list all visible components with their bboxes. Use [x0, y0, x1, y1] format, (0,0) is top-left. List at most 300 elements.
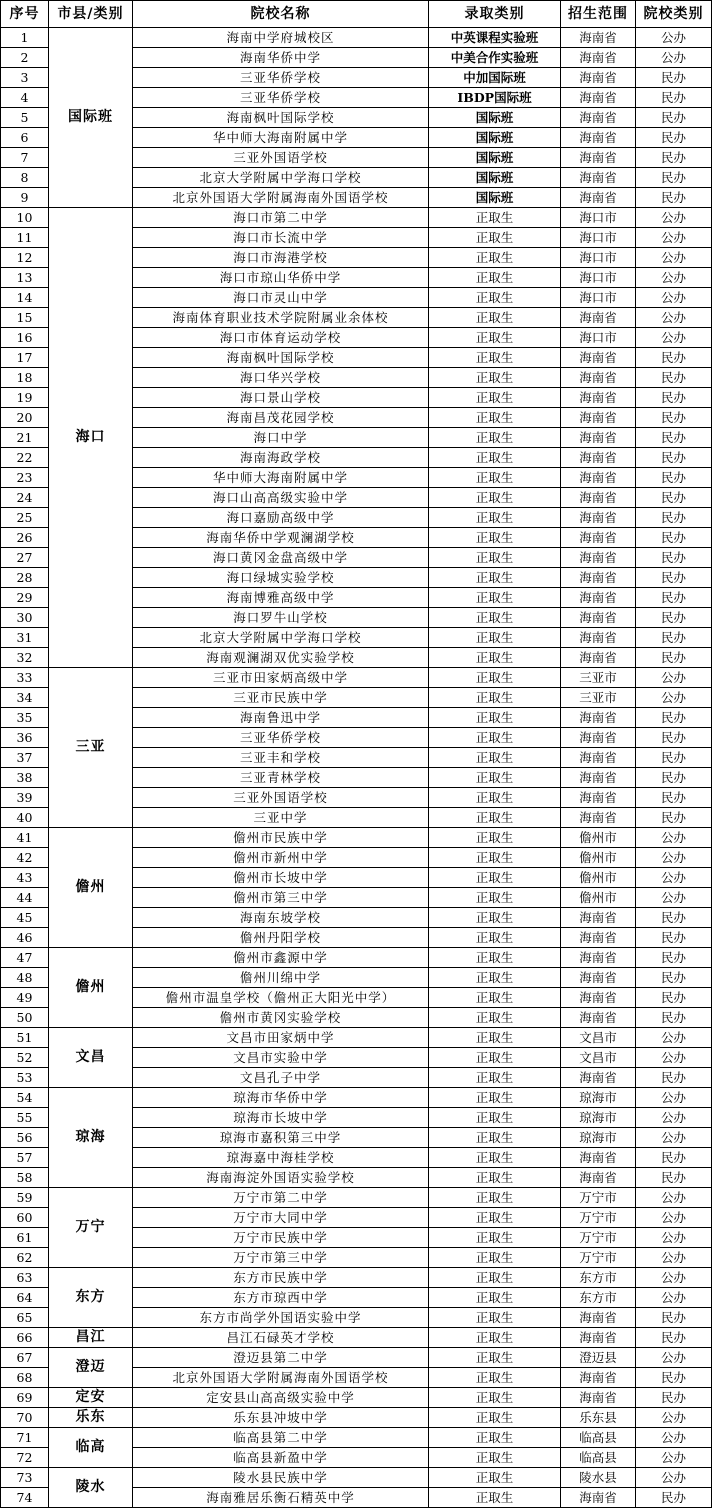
row-index: 16: [1, 328, 49, 348]
school-category: 公办: [636, 688, 712, 708]
school-name: 乐东县冲坡中学: [133, 1408, 429, 1428]
enrollment-scope: 儋州市: [561, 848, 636, 868]
admission-type: 正取生: [429, 1188, 561, 1208]
school-name: 澄迈县第二中学: [133, 1348, 429, 1368]
school-name: 海口黄冈金盘高级中学: [133, 548, 429, 568]
enrollment-scope: 海南省: [561, 508, 636, 528]
admission-type: 正取生: [429, 588, 561, 608]
admission-type: 正取生: [429, 628, 561, 648]
enrollment-scope: 海口市: [561, 268, 636, 288]
school-name: 临高县新盈中学: [133, 1448, 429, 1468]
school-name: 海南体育职业技术学院附属业余体校: [133, 308, 429, 328]
school-category: 公办: [636, 1348, 712, 1368]
school-name: 海口山高高级实验中学: [133, 488, 429, 508]
admission-type: 正取生: [429, 688, 561, 708]
admission-type: 正取生: [429, 1088, 561, 1108]
school-name: 万宁市第二中学: [133, 1188, 429, 1208]
school-category: 民办: [636, 788, 712, 808]
school-name: 东方市尚学外国语实验中学: [133, 1308, 429, 1328]
school-name: 万宁市第三中学: [133, 1248, 429, 1268]
admission-type: 正取生: [429, 1308, 561, 1328]
school-name: 儋州市新州中学: [133, 848, 429, 868]
admission-type: 中英课程实验班: [429, 28, 561, 48]
school-name: 海南海政学校: [133, 448, 429, 468]
admission-type: 国际班: [429, 108, 561, 128]
admission-type: 正取生: [429, 1248, 561, 1268]
admission-type: 正取生: [429, 1368, 561, 1388]
school-name: 万宁市民族中学: [133, 1228, 429, 1248]
school-name: 儋州市民族中学: [133, 828, 429, 848]
school-category: 民办: [636, 1008, 712, 1028]
table-row: [1, 1088, 712, 1108]
row-index: 73: [1, 1468, 49, 1488]
admission-type: 正取生: [429, 748, 561, 768]
school-name: 儋州市鑫源中学: [133, 948, 429, 968]
admission-type: 正取生: [429, 1268, 561, 1288]
school-name: 三亚华侨学校: [133, 68, 429, 88]
school-category: 民办: [636, 1068, 712, 1088]
row-index: 1: [1, 28, 49, 48]
row-index: 54: [1, 1088, 49, 1108]
enrollment-scope: 海南省: [561, 928, 636, 948]
school-category: 公办: [636, 1028, 712, 1048]
table-header: [1, 1, 712, 28]
school-name: 海口市琼山华侨中学: [133, 268, 429, 288]
admission-type: 国际班: [429, 188, 561, 208]
enrollment-scope: 海南省: [561, 1388, 636, 1408]
school-name: 三亚中学: [133, 808, 429, 828]
row-index: 11: [1, 228, 49, 248]
school-category: 民办: [636, 448, 712, 468]
enrollment-scope: 海南省: [561, 648, 636, 668]
table-row: [1, 1348, 712, 1368]
admission-type: 正取生: [429, 908, 561, 928]
row-index: 15: [1, 308, 49, 328]
table-row: [1, 28, 712, 48]
school-name: 海南枫叶国际学校: [133, 108, 429, 128]
enrollment-scope: 海南省: [561, 608, 636, 628]
school-category: 民办: [636, 768, 712, 788]
school-name: 海口嘉励高级中学: [133, 508, 429, 528]
admission-type: 正取生: [429, 948, 561, 968]
admission-type: 正取生: [429, 288, 561, 308]
table-row: [1, 1408, 712, 1428]
row-index: 70: [1, 1408, 49, 1428]
school-category: 民办: [636, 168, 712, 188]
school-category: 民办: [636, 1388, 712, 1408]
row-index: 31: [1, 628, 49, 648]
enrollment-scope: 文昌市: [561, 1028, 636, 1048]
admission-type: 国际班: [429, 128, 561, 148]
school-category: 民办: [636, 68, 712, 88]
table-body: [1, 28, 712, 1508]
admission-type: 正取生: [429, 808, 561, 828]
header-school-name: 院校名称: [133, 1, 429, 28]
enrollment-scope: 万宁市: [561, 1208, 636, 1228]
school-name: 海口市海港学校: [133, 248, 429, 268]
row-index: 32: [1, 648, 49, 668]
admission-type: 正取生: [429, 548, 561, 568]
school-name: 文昌孔子中学: [133, 1068, 429, 1088]
admission-type: 正取生: [429, 488, 561, 508]
row-index: 25: [1, 508, 49, 528]
school-category: 民办: [636, 548, 712, 568]
admission-type: 正取生: [429, 1468, 561, 1488]
school-category: 民办: [636, 148, 712, 168]
enrollment-scope: 澄迈县: [561, 1348, 636, 1368]
admission-type: 正取生: [429, 1328, 561, 1348]
admission-type: 正取生: [429, 768, 561, 788]
row-index: 50: [1, 1008, 49, 1028]
school-category: 民办: [636, 988, 712, 1008]
header-index: 序号: [1, 1, 49, 28]
row-index: 29: [1, 588, 49, 608]
row-index: 2: [1, 48, 49, 68]
admission-type: 正取生: [429, 1288, 561, 1308]
school-category: 公办: [636, 1128, 712, 1148]
row-index: 18: [1, 368, 49, 388]
school-name: 琼海市长坡中学: [133, 1108, 429, 1128]
school-name: 海南海淀外国语实验学校: [133, 1168, 429, 1188]
school-name: 文昌市田家炳中学: [133, 1028, 429, 1048]
school-category: 公办: [636, 228, 712, 248]
region-cell: 昌江: [49, 1328, 133, 1348]
school-name: 万宁市大同中学: [133, 1208, 429, 1228]
admission-type: 正取生: [429, 428, 561, 448]
admission-type: 正取生: [429, 848, 561, 868]
enrollment-scope: 海南省: [561, 948, 636, 968]
row-index: 56: [1, 1128, 49, 1148]
admission-type: 正取生: [429, 828, 561, 848]
enrollment-scope: 海南省: [561, 368, 636, 388]
school-category: 公办: [636, 1408, 712, 1428]
admission-type: 国际班: [429, 168, 561, 188]
enrollment-scope: 海南省: [561, 788, 636, 808]
enrollment-scope: 海南省: [561, 28, 636, 48]
table-row: [1, 1468, 712, 1488]
row-index: 64: [1, 1288, 49, 1308]
row-index: 60: [1, 1208, 49, 1228]
table-row: [1, 1268, 712, 1288]
row-index: 72: [1, 1448, 49, 1468]
school-name: 儋州市长坡中学: [133, 868, 429, 888]
school-category: 民办: [636, 508, 712, 528]
admission-type: 正取生: [429, 348, 561, 368]
school-name: 儋州市第三中学: [133, 888, 429, 908]
row-index: 30: [1, 608, 49, 628]
row-index: 67: [1, 1348, 49, 1368]
school-name: 儋州丹阳学校: [133, 928, 429, 948]
admission-type: 正取生: [429, 408, 561, 428]
school-name: 三亚外国语学校: [133, 148, 429, 168]
admission-type: 正取生: [429, 1028, 561, 1048]
school-name: 儋州市黄冈实验学校: [133, 1008, 429, 1028]
school-category: 公办: [636, 1208, 712, 1228]
school-category: 民办: [636, 88, 712, 108]
enrollment-scope: 海南省: [561, 808, 636, 828]
row-index: 26: [1, 528, 49, 548]
admission-type: 正取生: [429, 208, 561, 228]
enrollment-scope: 海口市: [561, 248, 636, 268]
table-row: [1, 948, 712, 968]
enrollment-scope: 海南省: [561, 728, 636, 748]
admission-type: 正取生: [429, 1228, 561, 1248]
header-enrollment-scope: 招生范围: [561, 1, 636, 28]
school-name: 海口绿城实验学校: [133, 568, 429, 588]
school-category: 公办: [636, 1248, 712, 1268]
row-index: 44: [1, 888, 49, 908]
admission-type: 正取生: [429, 968, 561, 988]
school-name: 北京外国语大学附属海南外国语学校: [133, 1368, 429, 1388]
row-index: 34: [1, 688, 49, 708]
row-index: 35: [1, 708, 49, 728]
admission-type: 正取生: [429, 508, 561, 528]
school-category: 公办: [636, 268, 712, 288]
enrollment-scope: 海口市: [561, 208, 636, 228]
region-cell: 临高: [49, 1428, 133, 1468]
admission-type: 正取生: [429, 448, 561, 468]
school-category: 民办: [636, 708, 712, 728]
row-index: 55: [1, 1108, 49, 1128]
row-index: 28: [1, 568, 49, 588]
school-category: 民办: [636, 1368, 712, 1388]
school-category: 公办: [636, 1188, 712, 1208]
school-category: 民办: [636, 368, 712, 388]
school-name: 海口市长流中学: [133, 228, 429, 248]
admission-type: IBDP国际班: [429, 88, 561, 108]
enrollment-scope: 海南省: [561, 968, 636, 988]
school-category: 公办: [636, 308, 712, 328]
school-name: 海口市灵山中学: [133, 288, 429, 308]
row-index: 71: [1, 1428, 49, 1448]
school-category: 公办: [636, 1448, 712, 1468]
enrollment-scope: 东方市: [561, 1268, 636, 1288]
row-index: 52: [1, 1048, 49, 1068]
enrollment-scope: 万宁市: [561, 1188, 636, 1208]
admission-type: 正取生: [429, 468, 561, 488]
admission-type: 正取生: [429, 388, 561, 408]
school-category: 民办: [636, 968, 712, 988]
enrollment-scope: 海南省: [561, 68, 636, 88]
school-category: 民办: [636, 1168, 712, 1188]
region-cell: 陵水: [49, 1468, 133, 1508]
school-category: 民办: [636, 1148, 712, 1168]
school-name: 琼海市华侨中学: [133, 1088, 429, 1108]
admission-type: 正取生: [429, 1068, 561, 1088]
school-category: 民办: [636, 408, 712, 428]
row-index: 42: [1, 848, 49, 868]
row-index: 21: [1, 428, 49, 448]
school-category: 民办: [636, 348, 712, 368]
school-name: 三亚市田家炳高级中学: [133, 668, 429, 688]
row-index: 53: [1, 1068, 49, 1088]
school-category: 公办: [636, 48, 712, 68]
region-cell: 万宁: [49, 1188, 133, 1268]
row-index: 24: [1, 488, 49, 508]
school-category: 公办: [636, 868, 712, 888]
school-category: 公办: [636, 328, 712, 348]
enrollment-scope: 海南省: [561, 128, 636, 148]
school-name: 海口市第二中学: [133, 208, 429, 228]
enrollment-scope: 三亚市: [561, 668, 636, 688]
enrollment-scope: 万宁市: [561, 1248, 636, 1268]
enrollment-scope: 海南省: [561, 408, 636, 428]
enrollment-scope: 海口市: [561, 288, 636, 308]
admission-type: 正取生: [429, 888, 561, 908]
admission-type: 正取生: [429, 1048, 561, 1068]
enrollment-scope: 文昌市: [561, 1048, 636, 1068]
enrollment-scope: 琼海市: [561, 1088, 636, 1108]
school-name: 三亚华侨学校: [133, 728, 429, 748]
school-category: 民办: [636, 1308, 712, 1328]
school-category: 公办: [636, 1048, 712, 1068]
row-index: 45: [1, 908, 49, 928]
region-cell: 儋州: [49, 828, 133, 948]
row-index: 41: [1, 828, 49, 848]
enrollment-scope: 海南省: [561, 88, 636, 108]
enrollment-scope: 万宁市: [561, 1228, 636, 1248]
school-name: 海南雅居乐衡石精英中学: [133, 1488, 429, 1508]
school-name: 华中师大海南附属中学: [133, 128, 429, 148]
row-index: 68: [1, 1368, 49, 1388]
admission-type: 正取生: [429, 1148, 561, 1168]
row-index: 12: [1, 248, 49, 268]
school-name: 北京外国语大学附属海南外国语学校: [133, 188, 429, 208]
school-name: 海南华侨中学: [133, 48, 429, 68]
school-name: 昌江石碌英才学校: [133, 1328, 429, 1348]
enrollment-scope: 海南省: [561, 1168, 636, 1188]
enrollment-scope: 海南省: [561, 308, 636, 328]
school-category: 公办: [636, 1108, 712, 1128]
school-category: 民办: [636, 188, 712, 208]
school-name: 海南鲁迅中学: [133, 708, 429, 728]
header-school-category: 院校类别: [636, 1, 712, 28]
enrollment-scope: 海南省: [561, 1008, 636, 1028]
header-admission-type: 录取类别: [429, 1, 561, 28]
row-index: 33: [1, 668, 49, 688]
school-name: 海南东坡学校: [133, 908, 429, 928]
admission-type: 中美合作实验班: [429, 48, 561, 68]
admission-type: 正取生: [429, 728, 561, 748]
table-row: [1, 1388, 712, 1408]
school-name: 三亚外国语学校: [133, 788, 429, 808]
row-index: 61: [1, 1228, 49, 1248]
admission-type: 正取生: [429, 368, 561, 388]
school-category: 公办: [636, 1228, 712, 1248]
school-category: 民办: [636, 388, 712, 408]
row-index: 9: [1, 188, 49, 208]
school-category: 公办: [636, 828, 712, 848]
school-name: 海口市体育运动学校: [133, 328, 429, 348]
school-name: 海口罗牛山学校: [133, 608, 429, 628]
school-category: 民办: [636, 748, 712, 768]
school-name: 东方市民族中学: [133, 1268, 429, 1288]
table-row: [1, 1328, 712, 1348]
row-index: 46: [1, 928, 49, 948]
school-category: 民办: [636, 428, 712, 448]
row-index: 10: [1, 208, 49, 228]
row-index: 6: [1, 128, 49, 148]
row-index: 48: [1, 968, 49, 988]
row-index: 4: [1, 88, 49, 108]
row-index: 39: [1, 788, 49, 808]
school-category: 民办: [636, 648, 712, 668]
admission-type: 正取生: [429, 308, 561, 328]
enrollment-scope: 儋州市: [561, 868, 636, 888]
row-index: 69: [1, 1388, 49, 1408]
school-name: 三亚市民族中学: [133, 688, 429, 708]
row-index: 22: [1, 448, 49, 468]
admission-type: 中加国际班: [429, 68, 561, 88]
school-category: 民办: [636, 928, 712, 948]
enrollment-scope: 海南省: [561, 348, 636, 368]
school-name: 儋州川绵中学: [133, 968, 429, 988]
school-category: 公办: [636, 1468, 712, 1488]
admission-type: 正取生: [429, 268, 561, 288]
enrollment-scope: 琼海市: [561, 1108, 636, 1128]
enrollment-scope: 东方市: [561, 1288, 636, 1308]
row-index: 58: [1, 1168, 49, 1188]
admission-type: 正取生: [429, 328, 561, 348]
admission-type: 正取生: [429, 228, 561, 248]
school-category: 民办: [636, 1488, 712, 1508]
school-name: 华中师大海南附属中学: [133, 468, 429, 488]
row-index: 47: [1, 948, 49, 968]
school-category: 公办: [636, 1428, 712, 1448]
admission-type: 正取生: [429, 248, 561, 268]
school-name: 北京大学附属中学海口学校: [133, 168, 429, 188]
table-row: [1, 208, 712, 228]
school-name: 琼海嘉中海桂学校: [133, 1148, 429, 1168]
school-category: 民办: [636, 948, 712, 968]
school-category: 公办: [636, 248, 712, 268]
enrollment-scope: 海南省: [561, 1068, 636, 1088]
row-index: 38: [1, 768, 49, 788]
school-category: 民办: [636, 608, 712, 628]
school-category: 民办: [636, 108, 712, 128]
enrollment-scope: 海南省: [561, 428, 636, 448]
region-cell: 儋州: [49, 948, 133, 1028]
school-name: 三亚华侨学校: [133, 88, 429, 108]
admission-type: 正取生: [429, 788, 561, 808]
enrollment-scope: 乐东县: [561, 1408, 636, 1428]
admission-type: 正取生: [429, 648, 561, 668]
school-name: 文昌市实验中学: [133, 1048, 429, 1068]
enrollment-scope: 海南省: [561, 1308, 636, 1328]
school-category: 民办: [636, 588, 712, 608]
school-name: 三亚青林学校: [133, 768, 429, 788]
school-name: 海南华侨中学观澜湖学校: [133, 528, 429, 548]
school-name: 儋州市温皇学校（儋州正大阳光中学）: [133, 988, 429, 1008]
school-name: 三亚丰和学校: [133, 748, 429, 768]
row-index: 74: [1, 1488, 49, 1508]
enrollment-scope: 海南省: [561, 48, 636, 68]
row-index: 37: [1, 748, 49, 768]
enrollment-scope: 海南省: [561, 1148, 636, 1168]
row-index: 5: [1, 108, 49, 128]
enrollment-scope: 海南省: [561, 148, 636, 168]
row-index: 27: [1, 548, 49, 568]
row-index: 62: [1, 1248, 49, 1268]
school-name: 海口华兴学校: [133, 368, 429, 388]
row-index: 8: [1, 168, 49, 188]
row-index: 51: [1, 1028, 49, 1048]
admission-type: 正取生: [429, 1408, 561, 1428]
enrollment-scope: 海南省: [561, 1328, 636, 1348]
enrollment-scope: 海南省: [561, 388, 636, 408]
school-category: 公办: [636, 848, 712, 868]
row-index: 65: [1, 1308, 49, 1328]
